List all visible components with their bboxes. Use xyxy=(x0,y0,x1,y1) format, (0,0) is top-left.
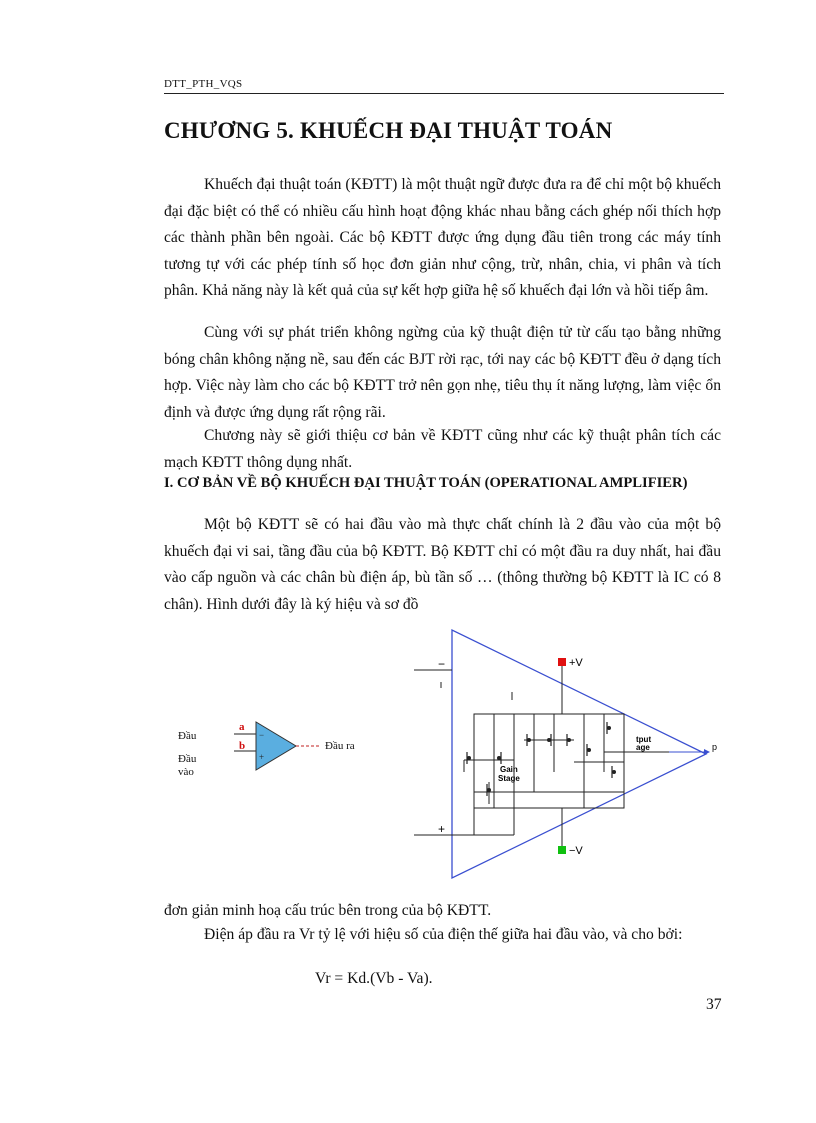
opamp-internal-circuit xyxy=(414,622,774,884)
output-paragraph: Điện áp đầu ra Vr tỷ lệ với hiệu số của điện thế giữa hai đầu vào, và cho bởi: xyxy=(204,926,683,943)
gain-formula: Vr = Kd.(Vb - Va). xyxy=(315,970,433,987)
running-header: DTT_PTH_VQS xyxy=(164,78,724,94)
output-label: Đầu ra xyxy=(325,740,355,752)
section-heading: I. CƠ BẢN VỀ BỘ KHUẾCH ĐẠI THUẬT TOÁN (OPERATIONAL AMPLIFIER) xyxy=(164,475,688,491)
chapter-title: CHƯƠNG 5. KHUẾCH ĐẠI THUẬT TOÁN xyxy=(164,118,613,143)
gain-stage-label-2: Stage xyxy=(498,774,520,783)
page-number: 37 xyxy=(706,996,722,1013)
gain-stage-label-1: Gain xyxy=(500,765,518,774)
plus-v-terminal xyxy=(558,658,566,666)
pin-b-label: b xyxy=(239,740,246,752)
minus-v-label: −V xyxy=(569,845,583,857)
caption-continuation: đơn giản minh hoạ cấu trúc bên trong của bộ KĐTT. xyxy=(164,902,492,919)
pin-a-label: a xyxy=(239,721,245,733)
minus-input-label: − xyxy=(438,657,446,671)
plus-v-label: +V xyxy=(569,657,583,669)
intro-paragraph-1: Khuếch đại thuật toán (KĐTT) là một thuật ngữ được đưa ra để chỉ một bộ khuếch đại đặc biệt có thể có nhiều cấu hình hoạt động khác nhau bằng cách ghép nối thích hợp các thành phần bên ngoài. Các bộ KĐTT được ứng dụng đầu tiên trong các máy tính tương tự với các phép tính số học đơn giản như cộng, trừ, nhân, chia, vi phân và tích phân. Khả năng này là kết quả của sự kết hợp giữa hệ số khuếch đại lớn và hồi tiếp âm. xyxy=(164,176,721,299)
intro-paragraph-3: Chương này sẽ giới thiệu cơ bản về KĐTT cũng như các kỹ thuật phân tích các mạch KĐTT thông dụng nhất. xyxy=(164,427,721,471)
output-pin-label: p xyxy=(712,742,718,752)
output-stage-label-1: tput xyxy=(636,735,652,744)
input-label-3: vào xyxy=(178,766,194,778)
minus-v-terminal xyxy=(558,846,566,854)
opamp-figure xyxy=(164,622,724,884)
input-label-2: Đầu xyxy=(178,753,197,765)
svg-text:−: − xyxy=(259,730,265,740)
svg-text:+: + xyxy=(259,752,265,762)
intro-paragraph-2: Cùng với sự phát triển không ngừng của kỹ thuật điện tử từ cấu tạo bằng những bóng chân không nặng nề, sau đến các BJT rời rạc, tới nay các bộ KĐTT đều ở dạng tích hợp. Việc này làm cho các bộ KĐTT trở nên gọn nhẹ, tiêu thụ ít năng lượng, làm việc ổn định và được ứng dụng rất rộng rãi. xyxy=(164,324,721,421)
plus-input-label: + xyxy=(438,822,446,836)
output-stage-label-2: age xyxy=(636,743,650,752)
input-label-1: Đầu xyxy=(178,730,197,742)
opamp-symbol xyxy=(234,718,434,798)
section-paragraph: Một bộ KĐTT sẽ có hai đầu vào mà thực chất chính là 2 đầu vào của một bộ khuếch đại vi sai, tầng đầu của bộ KĐTT. Bộ KĐTT chỉ có một đầu ra duy nhất, hai đầu vào cấp nguồn và các chân bù điện áp, bù tần số … (thông thường bộ KĐTT là IC có 8 chân). Hình dưới đây là ký hiệu và sơ đồ xyxy=(164,516,721,613)
